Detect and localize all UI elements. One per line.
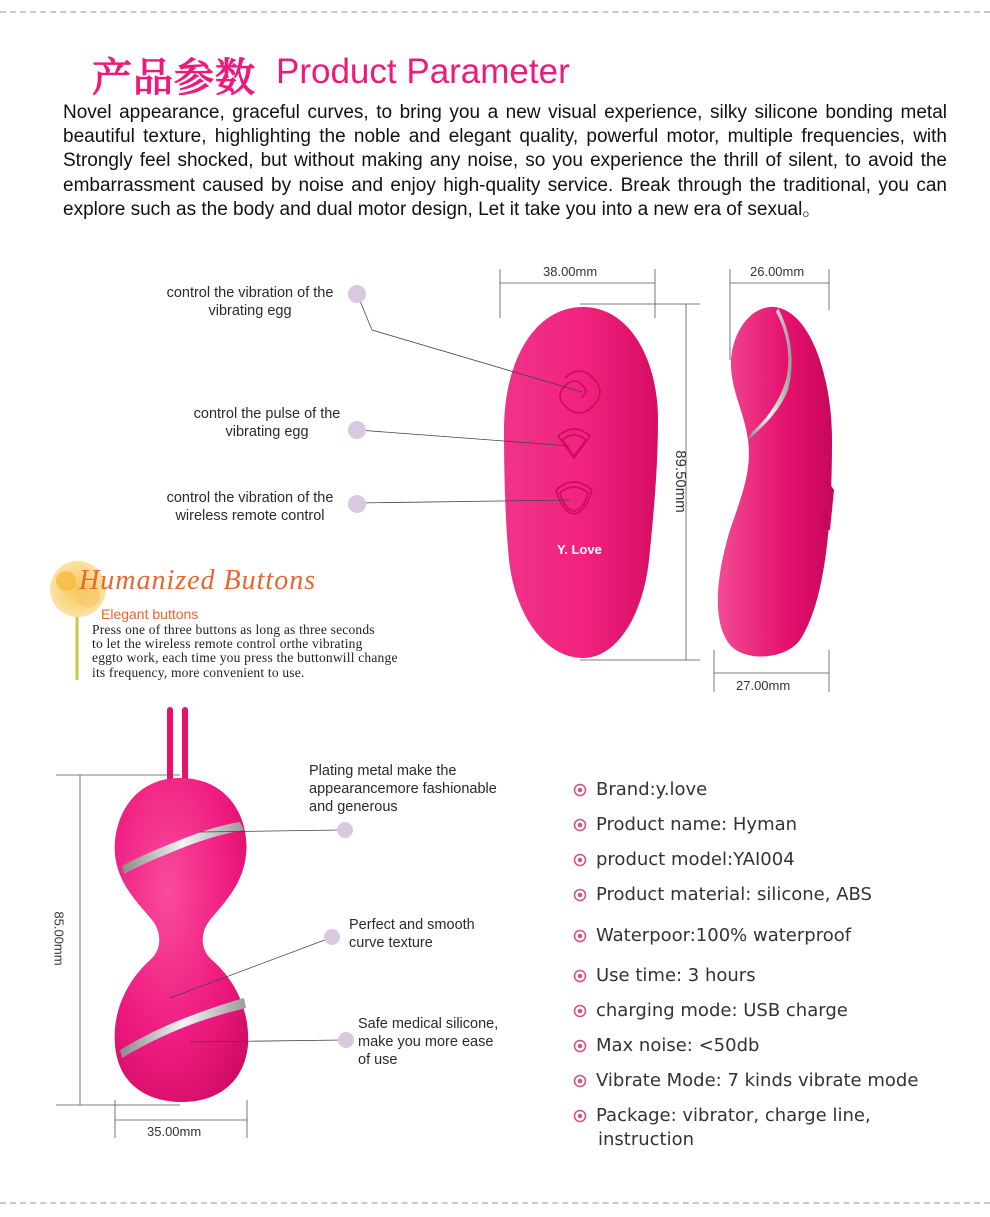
bullet-icon [572, 1072, 594, 1094]
spec-text: instruction [598, 1129, 695, 1150]
bullet-icon [572, 927, 594, 949]
remote-annotation-dots [348, 285, 366, 513]
dim-remote-width: 38.00mm [543, 264, 598, 279]
spec-text: Product name: Hyman [596, 814, 798, 835]
annotation-line: wireless remote control [175, 508, 325, 524]
humanized-line: to let the wireless remote control orthe vibrating [92, 636, 363, 652]
spec-text: Use time: 3 hours [596, 965, 756, 986]
spec-item-continued [596, 1128, 694, 1152]
brand-logo: Y. Love [557, 542, 602, 557]
annotation-line: appearancemore fashionable [309, 781, 497, 797]
bullet-icon [572, 816, 594, 838]
bullet-icon [572, 1037, 594, 1059]
annotation-curve-texture [349, 916, 549, 952]
annotation-pulse-egg [170, 405, 364, 441]
kegel-balls [115, 710, 249, 1102]
annotation-line: make you more ease [358, 1034, 494, 1050]
dim-side-bottom: 27.00mm [736, 678, 791, 693]
spec-text: product model:YAI004 [596, 849, 795, 870]
annotation-vibration-remote [150, 489, 350, 525]
annotation-plating-metal [309, 762, 549, 816]
spec-item [572, 883, 872, 908]
dim-egg-width: 35.00mm [147, 1124, 202, 1139]
annotation-line: Perfect and smooth [349, 917, 475, 933]
spec-text: charging mode: USB charge [596, 1000, 848, 1021]
humanized-line: its frequency, more convenient to use. [92, 664, 305, 680]
spec-text: Brand:y.love [596, 779, 708, 800]
humanized-line: Press one of three buttons as long as three seconds [92, 622, 375, 637]
annotation-line: curve texture [349, 935, 433, 951]
bullet-icon [572, 1107, 594, 1129]
annotation-line: vibrating egg [225, 424, 309, 440]
spec-text: Vibrate Mode: 7 kinds vibrate mode [596, 1070, 919, 1091]
spec-item [572, 1034, 759, 1059]
annotation-line: and generous [309, 799, 398, 815]
intro-paragraph: Novel appearance, graceful curves, to bring you a new visual experience, silky silicone bonding metal beautiful texture, highlighting the noble and elegant quality, powerful motor, multiple frequencies, with Strongly feel shocked, but without making any noise, so you experience the thrill of silent, to avoid the embarrassment caused by noise and enjoy high-quality service. Break through the traditional, you can explore such as the body and dual motor design, Let it take you into a new era of sexual。 [63, 102, 947, 220]
bullet-icon [572, 886, 594, 908]
dim-egg-height: 85.00mm [51, 911, 67, 966]
annotation-line: control the vibration of the [166, 490, 334, 506]
spec-text: Product material: silicone, ABS [596, 884, 872, 905]
spec-item [572, 1069, 918, 1094]
humanized-subtitle: Elegant buttons [101, 606, 199, 622]
bullet-icon [572, 1002, 594, 1024]
bullet-icon [572, 851, 594, 873]
spec-item [572, 924, 851, 949]
spec-item [572, 848, 795, 873]
page-title-english: Product Parameter [276, 52, 570, 91]
annotation-line: control the vibration of the [166, 285, 334, 301]
spec-text: Package: vibrator, charge line, [596, 1105, 871, 1126]
spec-item [572, 813, 797, 838]
page-title-chinese: 产品参数 [92, 55, 256, 101]
spec-item [572, 1104, 871, 1129]
spec-item [572, 999, 848, 1024]
bullet-icon [572, 967, 594, 989]
humanized-title: Humanized Buttons [79, 565, 317, 596]
remote-front-view [504, 307, 658, 658]
annotation-line: control the pulse of the [193, 406, 341, 422]
spec-item [572, 964, 756, 989]
dim-side-top: 26.00mm [750, 264, 805, 279]
annotation-medical-silicone [358, 1015, 558, 1069]
bottom-dashed-divider [0, 1202, 990, 1204]
spec-text: Waterpoor:100% waterproof [596, 925, 852, 946]
remote-side-view [718, 307, 834, 657]
bullet-icon [572, 781, 594, 803]
annotation-line: of use [358, 1052, 398, 1068]
annotation-line: vibrating egg [208, 303, 292, 319]
annotation-line: Safe medical silicone, [358, 1016, 499, 1032]
dim-remote-length: 89.50mm [671, 450, 689, 513]
spec-item [572, 778, 707, 803]
spec-text: Max noise: <50db [596, 1035, 760, 1056]
humanized-description [92, 623, 472, 680]
humanized-line: eggto work, each time you press the buttonwill change [92, 650, 398, 666]
annotation-line: Plating metal make the [309, 763, 457, 779]
annotation-vibration-egg [150, 284, 350, 320]
